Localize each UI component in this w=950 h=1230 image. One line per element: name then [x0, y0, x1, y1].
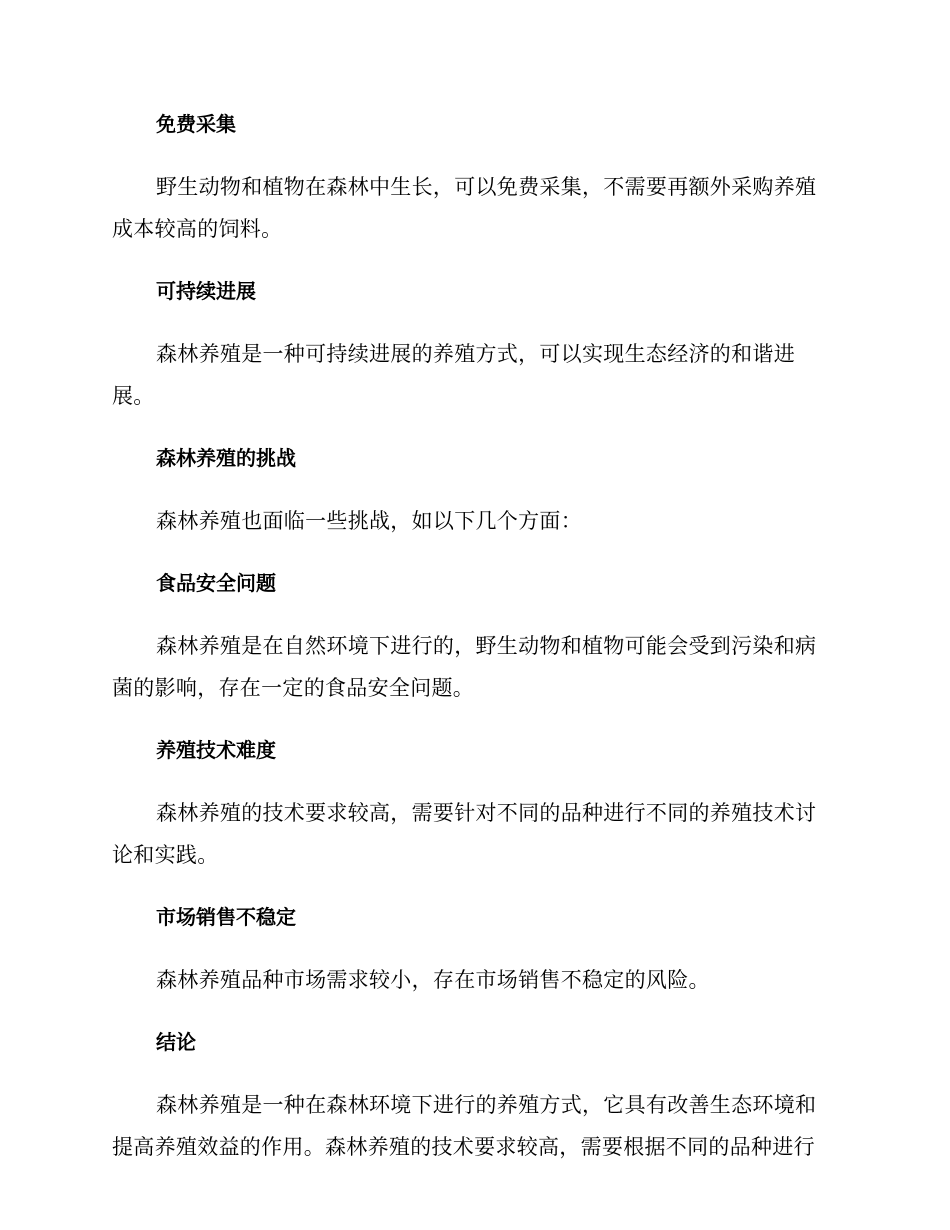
section-heading: 结论 [156, 1030, 196, 1054]
section-heading: 食品安全问题 [156, 571, 276, 595]
section-paragraph: 森林养殖是一种可持续进展的养殖方式，可以实现生态经济的和谐进展。 [112, 342, 795, 408]
section-paragraph: 森林养殖是一种在森林环境下进行的养殖方式，它具有改善生态环境和提高养殖效益的作用。森林养殖的技术要求较高，需要根据不同的品种进行 [112, 1093, 817, 1159]
section-heading: 免费采集 [156, 112, 236, 136]
document-body [112, 110, 832, 1168]
section-heading: 养殖技术难度 [156, 738, 276, 762]
section-paragraph: 森林养殖是在自然环境下进行的，野生动物和植物可能会受到污染和病菌的影响，存在一定的食品安全问题。 [112, 634, 817, 700]
section-heading: 森林养殖的挑战 [156, 446, 296, 470]
section-paragraph: 森林养殖品种市场需求较小，存在市场销售不稳定的风险。 [156, 968, 710, 992]
section-heading: 可持续进展 [156, 279, 256, 303]
section-heading: 市场销售不稳定 [156, 905, 296, 929]
section-paragraph: 野生动物和植物在森林中生长，可以免费采集，不需要再额外采购养殖成本较高的饲料。 [112, 175, 817, 241]
section-paragraph: 森林养殖的技术要求较高，需要针对不同的品种进行不同的养殖技术讨论和实践。 [112, 801, 817, 867]
section-paragraph: 森林养殖也面临一些挑战，如以下几个方面： [156, 509, 582, 533]
